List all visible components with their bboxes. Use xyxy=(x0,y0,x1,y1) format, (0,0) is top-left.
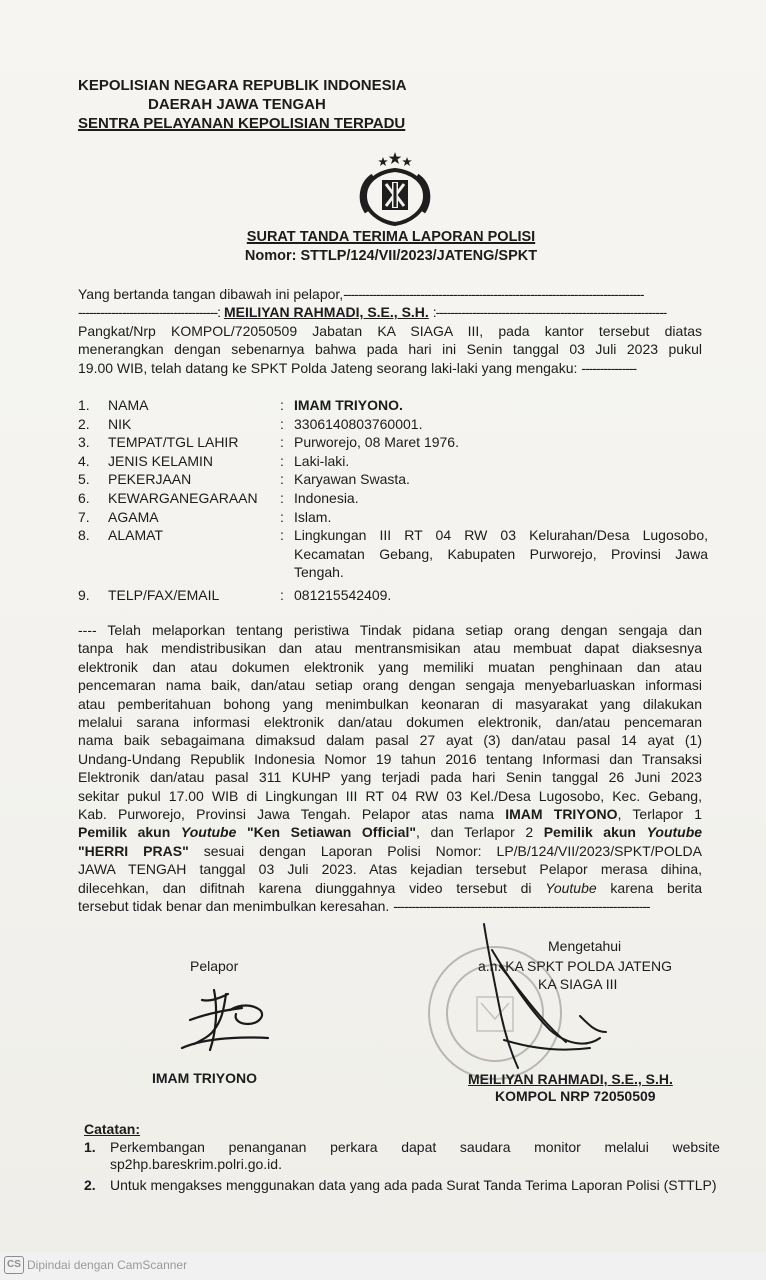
narrative-line: Kab. Purworejo, Provinsi Jawa Tengah. Pelapor atas nama IMAM TRIYONO, Terlapor 1 xyxy=(78,806,702,823)
reporter-identity-table xyxy=(78,396,708,605)
officer-name: MEILIYAN RAHMADI, S.E., S.H. xyxy=(468,1071,673,1087)
identity-row-citizenship: 6. KEWARGANEGARAAN : Indonesia. xyxy=(78,489,359,506)
notes-section xyxy=(84,1121,720,1194)
letterhead xyxy=(78,76,407,133)
note-1-word: website xyxy=(672,1139,720,1155)
identity-row-address: 8. ALAMAT : Lingkungan III RT 04 RW 03 Kelurahan/Desa Lugosobo, Kecamatan Gebang, Kabupaten Purworejo, Provinsi Jawa Tengah. xyxy=(78,527,708,581)
note-1-word: melalui xyxy=(604,1139,649,1155)
acknowledged-label: Mengetahui xyxy=(548,938,622,954)
narrative-line: "HERRI PRAS" sesuai dengan Laporan Polisi Nomor: LP/B/124/VII/2023/SPKT/POLDA xyxy=(78,842,702,859)
intro-paragraph xyxy=(78,285,702,377)
letterhead-line-2: DAERAH JAWA TENGAH xyxy=(148,96,326,113)
intro-line-4: menerangkan dengan sebenarnya bahwa pada hari ini Senin tanggal 03 Juli 2023 pukul xyxy=(78,341,702,358)
letterhead-line-1: KEPOLISIAN NEGARA REPUBLIK INDONESIA xyxy=(78,77,407,94)
narrative-line: pencemaran nama baik, dan/atau setiap orang dengan sengaja menyebarluaskan informasi xyxy=(78,677,702,694)
scanner-watermark-text: Dipindai dengan CamScanner xyxy=(27,1258,188,1272)
narrative-line: tersebut tidak benar dan menimbulkan keresahan. ---------------------------------------------------------------------- xyxy=(78,898,650,915)
narrative-line: dilecehkan, dan difitnah karena diunggahnya video tersebut di Youtube karena berita xyxy=(78,879,702,896)
narrative-line: sekitar pukul 17.00 WIB di Lingkungan III RT 04 RW 03 Kel./Desa Lugosobo, Kec. Gebang, xyxy=(78,787,702,804)
note-1-word: Perkembangan xyxy=(110,1139,205,1155)
intro-line-2: --------------------------------------: MEILIYAN RAHMADI, S.E., S.H. :--------------------------------------------------------------- xyxy=(78,304,667,321)
document-number: Nomor: STTLP/124/VII/2023/JATENG/SPKT xyxy=(244,248,538,264)
letterhead-line-3: SENTRA PELAYANAN KEPOLISIAN TERPADU xyxy=(78,115,406,132)
camscanner-logo-icon: CS xyxy=(4,1256,24,1274)
narrative-line: atau pemberitahuan bohong yang menimbulkan keonaran di masyarakat yang dilakukan xyxy=(78,695,702,712)
narrative-line: Undang-Undang Republik Indonesia Nomor 19 tahun 2016 tentang Informasi dan Transaksi xyxy=(78,750,702,767)
note-1-line-1 xyxy=(110,1139,720,1156)
intro-line-3: Pangkat/Nrp KOMPOL/72050509 Jabatan KA SIAGA III, pada kantor tersebut diatas xyxy=(78,322,702,339)
note-item-1: 1. Perkembangan penanganan perkara dapat saudara monitor melalui website sp2hp.bareskrim.polri.go.id. xyxy=(84,1139,720,1172)
notes-heading: Catatan: xyxy=(84,1121,141,1137)
note-1-word: monitor xyxy=(534,1139,581,1155)
narrative-line: tanpa hak mendistribusikan dan atau mentransmisikan atau membuat dapat diaksesnya xyxy=(78,640,702,657)
reporter-label: Pelapor xyxy=(190,958,239,974)
identity-row-nik: 2. NIK : 3306140803760001. xyxy=(78,415,423,432)
reporter-signature xyxy=(170,980,280,1056)
officer-nrp: KOMPOL NRP 72050509 xyxy=(495,1088,656,1104)
narrative-line: JAWA TENGAH tanggal 03 Juli 2023. Atas kejadian tersebut Pelapor merasa dihina, xyxy=(78,861,702,878)
identity-row-gender: 4. JENIS KELAMIN : Laki-laki. xyxy=(78,452,350,469)
identity-row-contact: 9. TELP/FAX/EMAIL : 081215542409. xyxy=(78,586,392,603)
identity-row-birth: 3. TEMPAT/TGL LAHIR : Purworejo, 08 Maret 1976. xyxy=(78,434,459,451)
narrative-line: Pemilik akun Youtube "Ken Setiawan Official", dan Terlapor 2 Pemilik akun Youtube xyxy=(78,824,703,841)
document-title-block xyxy=(0,228,766,266)
narrative-line: melalui sarana informasi elektronik dan/atau dokumen elektronik, dan/atau pencemaran xyxy=(78,714,702,731)
identity-row-name: 1. NAMA : IMAM TRIYONO. xyxy=(78,397,403,413)
document-title: SURAT TANDA TERIMA LAPORAN POLISI xyxy=(246,229,536,245)
intro-line-1: Yang bertanda tangan dibawah ini pelapor,---------------------------------------------------------------------------------- xyxy=(78,286,644,302)
note-1-word: perkara xyxy=(330,1139,378,1155)
officer-position: KA SIAGA III xyxy=(538,976,618,992)
reporter-name: IMAM TRIYONO xyxy=(152,1070,257,1086)
police-emblem-icon xyxy=(355,150,435,226)
on-behalf-of-label: a.n. KA SPKT POLDA JATENG xyxy=(478,958,673,974)
narrative-line: ---- Telah melaporkan tentang peristiwa Tindak pidana setiap orang dengan sengaja dan xyxy=(78,622,702,638)
note-1-word: saudara xyxy=(459,1139,511,1155)
reporting-officer-name: MEILIYAN RAHMADI, S.E., S.H. xyxy=(223,304,429,321)
identity-row-occupation: 5. PEKERJAAN : Karyawan Swasta. xyxy=(78,471,410,488)
narrative-line: Elektronik dan/atau pasal 311 KUHP yang terjadi pada hari Senin tanggal 26 Juni 2023 xyxy=(78,769,702,786)
website-link-text: sp2hp.bareskrim.polri.go.id. xyxy=(110,1156,282,1172)
identity-row-religion: 7. AGAMA : Islam. xyxy=(78,508,332,525)
note-item-2: 2. Untuk mengakses menggunakan data yang ada pada Surat Tanda Terima Laporan Polisi (STTLP) xyxy=(84,1177,717,1193)
narrative-line: elektronik dan atau dokumen elektronik yang memiliki muatan penghinaan dan atau xyxy=(78,658,702,675)
note-1-word: penanganan xyxy=(228,1139,307,1155)
intro-line-5: 19.00 WIB, telah datang ke SPKT Polda Jateng seorang laki-laki yang mengaku: --------------- xyxy=(78,359,637,376)
note-1-word: dapat xyxy=(401,1139,437,1155)
report-narrative xyxy=(78,621,702,916)
narrative-line: nama baik sebagaimana dimaksud dalam pasal 27 ayat (3) dan/atau pasal 14 ayat (1) xyxy=(78,732,702,749)
